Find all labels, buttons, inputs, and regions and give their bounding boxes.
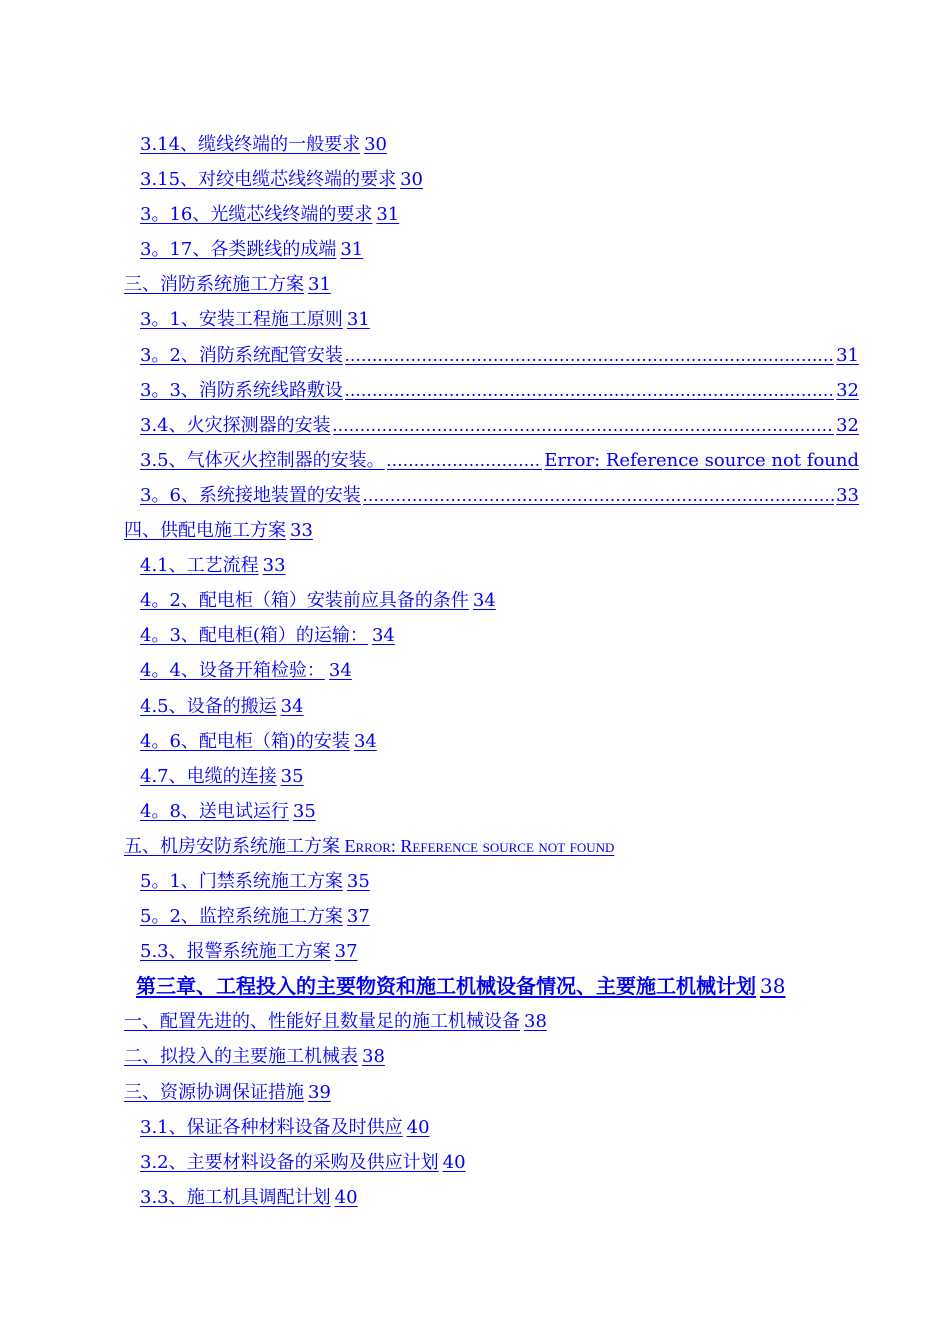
toc-entry-title: 3.2、主要材料设备的采购及供应计划 [140, 1151, 439, 1173]
toc-page-number: 35 [346, 870, 370, 892]
toc-page-number: 37 [346, 906, 370, 928]
toc-entry-title: 3.1、保证各种材料设备及时供应 [140, 1116, 403, 1138]
toc-entry-title: 4。6、配电柜（箱)的安装 [140, 730, 350, 752]
toc-page-number: 31 [836, 344, 859, 366]
toc-page-number: 31 [308, 274, 331, 296]
toc-page-number: 30 [400, 169, 423, 191]
toc-page-number: 34 [280, 695, 304, 717]
toc-entry-link[interactable] [0, 899, 950, 934]
toc-entry-title: 5.3、报警系统施工方案 [140, 941, 331, 963]
toc-entry-title: 3。17、各类跳线的成端 [140, 239, 337, 261]
toc-entry-link[interactable] [0, 653, 950, 688]
toc-entry-link[interactable] [0, 583, 950, 618]
toc-entry-link[interactable] [0, 689, 950, 724]
toc-dot-leader [345, 338, 834, 373]
toc-dot-leader [387, 443, 543, 478]
toc-entry-title: 3.14、缆线终端的一般要求 [140, 134, 361, 155]
toc-entry-link[interactable] [0, 829, 950, 864]
toc-entry-title: 4。8、送电试运行 [140, 800, 289, 822]
toc-entry-link[interactable] [0, 1180, 950, 1215]
toc-entry-title: 3。16、光缆芯线终端的要求 [140, 204, 373, 226]
toc-entry-link[interactable] [0, 1075, 950, 1110]
table-of-contents [0, 127, 950, 1215]
toc-entry-link[interactable] [0, 1004, 950, 1039]
toc-page-number: 37 [334, 941, 358, 963]
toc-page-number: 35 [292, 800, 316, 822]
toc-entry-link[interactable] [0, 162, 950, 197]
toc-entry-link[interactable] [0, 1145, 950, 1180]
toc-entry-title: 4.5、设备的搬运 [140, 695, 277, 717]
toc-entry-title: 四、供配电施工方案 [124, 520, 286, 542]
toc-entry-link[interactable] [0, 548, 950, 583]
toc-entry-title: 3.15、对绞电缆芯线终端的要求 [140, 169, 397, 191]
toc-page-number: 39 [308, 1081, 331, 1103]
toc-page-number: 40 [334, 1186, 358, 1208]
toc-entry-link[interactable] [0, 478, 950, 513]
toc-page-number: 40 [442, 1151, 466, 1173]
toc-page-number: 33 [290, 520, 313, 542]
toc-entry-link[interactable] [0, 338, 950, 373]
toc-entry-title: 三、消防系统施工方案 [124, 274, 304, 296]
toc-entry-title: 3。1、安装工程施工原则 [140, 309, 343, 331]
toc-entry-link[interactable] [0, 513, 950, 548]
toc-entry-title: 4.7、电缆的连接 [140, 765, 277, 787]
toc-page-number: 34 [472, 590, 496, 612]
toc-entry-link[interactable] [0, 373, 950, 408]
toc-entry-title: 五、机房安防系统施工方案 Error: Reference source not found [124, 835, 615, 856]
toc-page-number: 31 [340, 239, 364, 261]
toc-entry-link[interactable] [0, 864, 950, 899]
toc-entry-title: 3。3、消防系统线路敷设 [140, 379, 343, 401]
toc-entry-link[interactable] [0, 934, 950, 969]
toc-page-number: 38 [760, 974, 786, 999]
toc-entry-title: 3.5、气体灭火控制器的安装。 [140, 449, 385, 471]
toc-dot-leader [363, 478, 834, 513]
toc-entry-link[interactable] [0, 724, 950, 759]
toc-entry-link[interactable] [0, 1039, 950, 1074]
toc-entry-title: 4。2、配电柜（箱）安装前应具备的条件 [140, 590, 469, 612]
toc-page-number: 38 [524, 1011, 547, 1033]
toc-entry-title: 5。1、门禁系统施工方案 [140, 870, 343, 892]
toc-entry-link[interactable] [0, 127, 950, 162]
toc-dot-leader [333, 408, 834, 443]
toc-entry-link[interactable] [0, 302, 950, 337]
toc-page-number: 33 [262, 555, 286, 577]
toc-page-number: 34 [353, 730, 377, 752]
toc-entry-title: 4.1、工艺流程 [140, 555, 259, 577]
toc-entry-link[interactable] [0, 1110, 950, 1145]
toc-page-number: 33 [836, 484, 859, 506]
toc-page-number: 31 [376, 204, 400, 226]
toc-entry-link[interactable] [0, 618, 950, 653]
toc-entry-title: 5。2、监控系统施工方案 [140, 906, 343, 928]
toc-chapter-link[interactable] [0, 969, 950, 1004]
toc-entry-title: 4。3、配电柜(箱）的运输： [140, 625, 368, 647]
toc-entry-title: 4。4、设备开箱检验： [140, 660, 325, 682]
toc-entry-link[interactable] [0, 267, 950, 302]
toc-page-number: 34 [328, 660, 352, 682]
toc-page-number: 30 [364, 134, 387, 155]
toc-dot-leader [345, 373, 834, 408]
toc-entry-title: 一、配置先进的、性能好且数量足的施工机械设备 [124, 1011, 520, 1033]
toc-entry-link[interactable] [0, 443, 950, 478]
toc-entry-link[interactable] [0, 197, 950, 232]
toc-page-number: 32 [836, 414, 859, 436]
toc-page-number: 34 [371, 625, 395, 647]
toc-entry-link[interactable] [0, 759, 950, 794]
toc-entry-title: 3。6、系统接地装置的安装 [140, 484, 361, 506]
toc-entry-title: 3。2、消防系统配管安装 [140, 344, 343, 366]
toc-entry-link[interactable] [0, 794, 950, 829]
toc-page-number: 31 [346, 309, 370, 331]
toc-entry-title: 二、拟投入的主要施工机械表 [124, 1046, 358, 1068]
toc-page-number: 35 [280, 765, 304, 787]
toc-entry-title: 3.3、施工机具调配计划 [140, 1186, 331, 1208]
toc-entry-link[interactable] [0, 232, 950, 267]
toc-page-number: 38 [362, 1046, 385, 1068]
toc-page-number: Error: Reference source not found [544, 449, 859, 471]
toc-page-number: 32 [836, 379, 859, 401]
toc-entry-title: 3.4、火灾探测器的安装 [140, 414, 331, 436]
toc-entry-title: 三、资源协调保证措施 [124, 1081, 304, 1103]
toc-entry-link[interactable] [0, 408, 950, 443]
toc-page-number: 40 [406, 1116, 430, 1138]
toc-entry-title: 第三章、工程投入的主要物资和施工机械设备情况、主要施工机械计划 [136, 974, 756, 999]
